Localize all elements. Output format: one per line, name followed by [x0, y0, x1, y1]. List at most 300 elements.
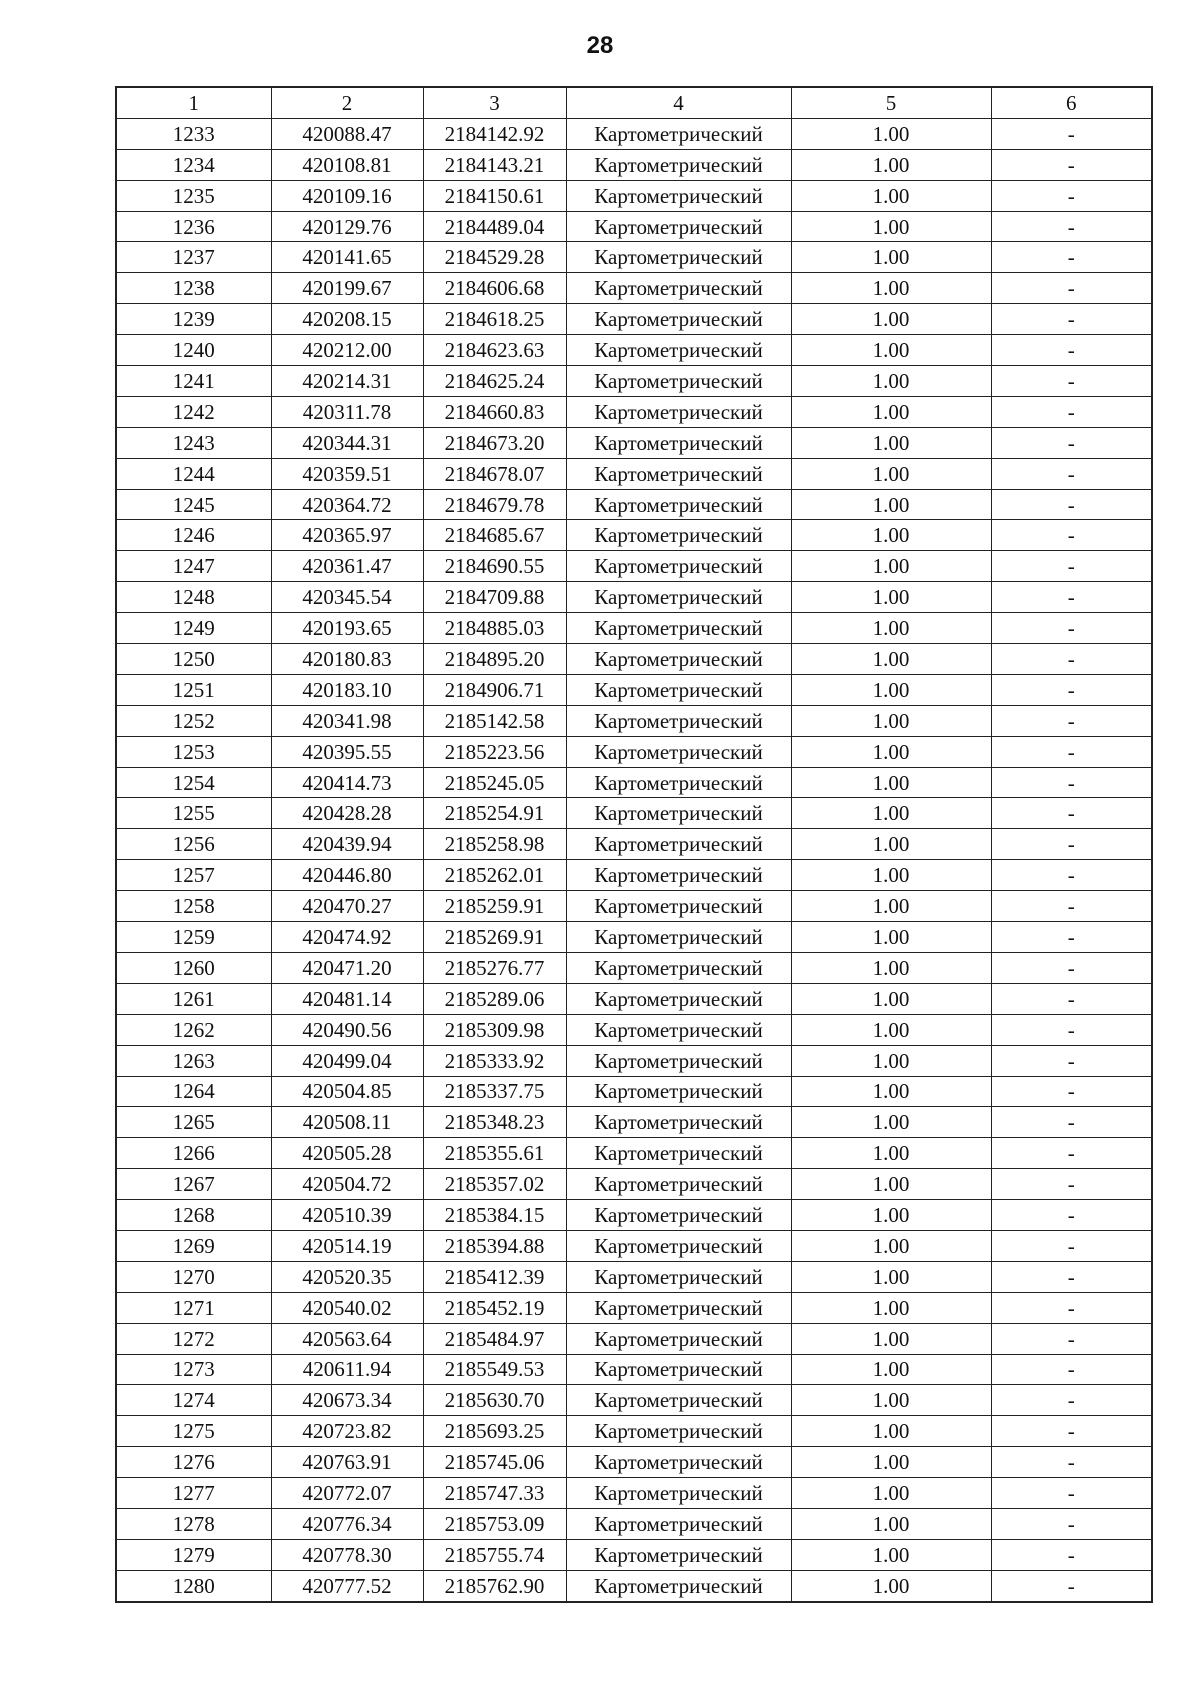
coord-y-cell: 2184673.20: [423, 427, 566, 458]
method-cell: Картометрический: [566, 613, 791, 644]
table-row: [116, 1107, 1152, 1138]
accuracy-cell: 1.00: [791, 458, 991, 489]
coord-x-cell: 420108.81: [271, 149, 423, 180]
method-cell: Картометрический: [566, 829, 791, 860]
table-row: [116, 520, 1152, 551]
method-cell: Картометрический: [566, 922, 791, 953]
note-cell: -: [991, 798, 1152, 829]
page-number: 28: [586, 32, 614, 59]
method-cell: Картометрический: [566, 767, 791, 798]
point-number-cell: 1264: [116, 1076, 271, 1107]
table-row: [116, 736, 1152, 767]
coord-y-cell: 2184625.24: [423, 366, 566, 397]
note-cell: -: [991, 1478, 1152, 1509]
method-cell: Картометрический: [566, 736, 791, 767]
coord-y-cell: 2185452.19: [423, 1292, 566, 1323]
accuracy-cell: 1.00: [791, 1416, 991, 1447]
method-cell: Картометрический: [566, 674, 791, 705]
accuracy-cell: 1.00: [791, 952, 991, 983]
accuracy-cell: 1.00: [791, 1261, 991, 1292]
coord-y-cell: 2184690.55: [423, 551, 566, 582]
note-cell: -: [991, 952, 1152, 983]
accuracy-cell: 1.00: [791, 1230, 991, 1261]
accuracy-cell: 1.00: [791, 1385, 991, 1416]
coord-y-cell: 2184709.88: [423, 582, 566, 613]
table-row: [116, 952, 1152, 983]
note-cell: -: [991, 1014, 1152, 1045]
table-row: [116, 149, 1152, 180]
coord-y-cell: 2185762.90: [423, 1570, 566, 1601]
table-row: [116, 705, 1152, 736]
note-cell: -: [991, 860, 1152, 891]
coord-x-cell: 420365.97: [271, 520, 423, 551]
accuracy-cell: 1.00: [791, 798, 991, 829]
accuracy-cell: 1.00: [791, 1138, 991, 1169]
coord-y-cell: 2185357.02: [423, 1169, 566, 1200]
method-cell: Картометрический: [566, 118, 791, 149]
table-row: [116, 613, 1152, 644]
accuracy-cell: 1.00: [791, 674, 991, 705]
method-cell: Картометрический: [566, 304, 791, 335]
method-cell: Картометрический: [566, 1447, 791, 1478]
method-cell: Картометрический: [566, 1138, 791, 1169]
table-row: [116, 273, 1152, 304]
note-cell: -: [991, 396, 1152, 427]
method-cell: Картометрический: [566, 1169, 791, 1200]
column-header: 5: [791, 87, 991, 118]
table-row: [116, 582, 1152, 613]
point-number-cell: 1263: [116, 1045, 271, 1076]
coord-y-cell: 2184685.67: [423, 520, 566, 551]
method-cell: Картометрический: [566, 952, 791, 983]
method-cell: Картометрический: [566, 1385, 791, 1416]
note-cell: -: [991, 1323, 1152, 1354]
coord-x-cell: 420514.19: [271, 1230, 423, 1261]
coord-x-cell: 420446.80: [271, 860, 423, 891]
coord-x-cell: 420193.65: [271, 613, 423, 644]
method-cell: Картометрический: [566, 891, 791, 922]
point-number-cell: 1278: [116, 1508, 271, 1539]
coordinates-table: [115, 86, 1153, 1603]
table-row: [116, 1261, 1152, 1292]
point-number-cell: 1277: [116, 1478, 271, 1509]
accuracy-cell: 1.00: [791, 1169, 991, 1200]
method-cell: Картометрический: [566, 366, 791, 397]
method-cell: Картометрический: [566, 1261, 791, 1292]
point-number-cell: 1237: [116, 242, 271, 273]
point-number-cell: 1273: [116, 1354, 271, 1385]
coord-x-cell: 420180.83: [271, 644, 423, 675]
coord-x-cell: 420481.14: [271, 983, 423, 1014]
table-body: [116, 118, 1152, 1601]
method-cell: Картометрический: [566, 520, 791, 551]
note-cell: -: [991, 983, 1152, 1014]
coord-y-cell: 2184143.21: [423, 149, 566, 180]
coord-y-cell: 2185262.01: [423, 860, 566, 891]
accuracy-cell: 1.00: [791, 1107, 991, 1138]
point-number-cell: 1260: [116, 952, 271, 983]
note-cell: -: [991, 1107, 1152, 1138]
coord-y-cell: 2185549.53: [423, 1354, 566, 1385]
point-number-cell: 1243: [116, 427, 271, 458]
note-cell: -: [991, 273, 1152, 304]
point-number-cell: 1245: [116, 489, 271, 520]
point-number-cell: 1249: [116, 613, 271, 644]
coord-y-cell: 2185254.91: [423, 798, 566, 829]
coord-x-cell: 420212.00: [271, 335, 423, 366]
coord-y-cell: 2185753.09: [423, 1508, 566, 1539]
table-row: [116, 1014, 1152, 1045]
point-number-cell: 1275: [116, 1416, 271, 1447]
coord-x-cell: 420199.67: [271, 273, 423, 304]
table-row: [116, 489, 1152, 520]
accuracy-cell: 1.00: [791, 1478, 991, 1509]
accuracy-cell: 1.00: [791, 366, 991, 397]
column-header: 1: [116, 87, 271, 118]
coord-x-cell: 420214.31: [271, 366, 423, 397]
accuracy-cell: 1.00: [791, 922, 991, 953]
point-number-cell: 1254: [116, 767, 271, 798]
note-cell: -: [991, 644, 1152, 675]
accuracy-cell: 1.00: [791, 335, 991, 366]
coord-y-cell: 2184489.04: [423, 211, 566, 242]
table-row: [116, 1230, 1152, 1261]
table-row: [116, 891, 1152, 922]
point-number-cell: 1272: [116, 1323, 271, 1354]
point-number-cell: 1279: [116, 1539, 271, 1570]
coord-y-cell: 2185289.06: [423, 983, 566, 1014]
table-row: [116, 551, 1152, 582]
note-cell: -: [991, 1261, 1152, 1292]
method-cell: Картометрический: [566, 149, 791, 180]
coord-y-cell: 2185630.70: [423, 1385, 566, 1416]
point-number-cell: 1238: [116, 273, 271, 304]
table-row: [116, 767, 1152, 798]
method-cell: Картометрический: [566, 396, 791, 427]
coord-x-cell: 420341.98: [271, 705, 423, 736]
method-cell: Картометрический: [566, 335, 791, 366]
coord-x-cell: 420504.85: [271, 1076, 423, 1107]
point-number-cell: 1274: [116, 1385, 271, 1416]
coord-x-cell: 420344.31: [271, 427, 423, 458]
coord-x-cell: 420508.11: [271, 1107, 423, 1138]
coord-y-cell: 2185337.75: [423, 1076, 566, 1107]
note-cell: -: [991, 335, 1152, 366]
note-cell: -: [991, 304, 1152, 335]
note-cell: -: [991, 458, 1152, 489]
note-cell: -: [991, 1447, 1152, 1478]
point-number-cell: 1255: [116, 798, 271, 829]
method-cell: Картометрический: [566, 180, 791, 211]
coord-y-cell: 2184678.07: [423, 458, 566, 489]
method-cell: Картометрический: [566, 860, 791, 891]
coord-y-cell: 2184142.92: [423, 118, 566, 149]
table-row: [116, 1447, 1152, 1478]
accuracy-cell: 1.00: [791, 118, 991, 149]
table-row: [116, 1169, 1152, 1200]
point-number-cell: 1251: [116, 674, 271, 705]
accuracy-cell: 1.00: [791, 520, 991, 551]
note-cell: -: [991, 427, 1152, 458]
coord-x-cell: 420778.30: [271, 1539, 423, 1570]
note-cell: -: [991, 551, 1152, 582]
coord-y-cell: 2185348.23: [423, 1107, 566, 1138]
coord-x-cell: 420395.55: [271, 736, 423, 767]
table-row: [116, 242, 1152, 273]
table-row: [116, 674, 1152, 705]
coord-x-cell: 420673.34: [271, 1385, 423, 1416]
note-cell: -: [991, 520, 1152, 551]
method-cell: Картометрический: [566, 1323, 791, 1354]
note-cell: -: [991, 767, 1152, 798]
coord-y-cell: 2184529.28: [423, 242, 566, 273]
method-cell: Картометрический: [566, 644, 791, 675]
accuracy-cell: 1.00: [791, 1200, 991, 1231]
point-number-cell: 1235: [116, 180, 271, 211]
method-cell: Картометрический: [566, 1292, 791, 1323]
table-row: [116, 1416, 1152, 1447]
table-row: [116, 1200, 1152, 1231]
point-number-cell: 1270: [116, 1261, 271, 1292]
coord-x-cell: 420723.82: [271, 1416, 423, 1447]
coord-x-cell: 420763.91: [271, 1447, 423, 1478]
accuracy-cell: 1.00: [791, 1539, 991, 1570]
note-cell: -: [991, 1045, 1152, 1076]
method-cell: Картометрический: [566, 458, 791, 489]
coord-y-cell: 2184660.83: [423, 396, 566, 427]
note-cell: -: [991, 613, 1152, 644]
accuracy-cell: 1.00: [791, 767, 991, 798]
point-number-cell: 1265: [116, 1107, 271, 1138]
method-cell: Картометрический: [566, 582, 791, 613]
method-cell: Картометрический: [566, 1107, 791, 1138]
point-number-cell: 1257: [116, 860, 271, 891]
coord-x-cell: 420345.54: [271, 582, 423, 613]
accuracy-cell: 1.00: [791, 304, 991, 335]
table-row: [116, 304, 1152, 335]
point-number-cell: 1250: [116, 644, 271, 675]
coord-x-cell: 420311.78: [271, 396, 423, 427]
point-number-cell: 1234: [116, 149, 271, 180]
table-row: [116, 211, 1152, 242]
accuracy-cell: 1.00: [791, 273, 991, 304]
accuracy-cell: 1.00: [791, 613, 991, 644]
point-number-cell: 1241: [116, 366, 271, 397]
point-number-cell: 1248: [116, 582, 271, 613]
coord-x-cell: 420563.64: [271, 1323, 423, 1354]
coord-x-cell: 420505.28: [271, 1138, 423, 1169]
table-header-row: [116, 87, 1152, 118]
accuracy-cell: 1.00: [791, 705, 991, 736]
accuracy-cell: 1.00: [791, 427, 991, 458]
column-header: 2: [271, 87, 423, 118]
point-number-cell: 1267: [116, 1169, 271, 1200]
table-row: [116, 1539, 1152, 1570]
table-row: [116, 1478, 1152, 1509]
table-row: [116, 180, 1152, 211]
point-number-cell: 1233: [116, 118, 271, 149]
coord-y-cell: 2184606.68: [423, 273, 566, 304]
note-cell: -: [991, 149, 1152, 180]
note-cell: -: [991, 736, 1152, 767]
coord-y-cell: 2185269.91: [423, 922, 566, 953]
point-number-cell: 1280: [116, 1570, 271, 1601]
table-row: [116, 1323, 1152, 1354]
point-number-cell: 1271: [116, 1292, 271, 1323]
note-cell: -: [991, 1138, 1152, 1169]
coord-y-cell: 2185355.61: [423, 1138, 566, 1169]
point-number-cell: 1239: [116, 304, 271, 335]
point-number-cell: 1244: [116, 458, 271, 489]
method-cell: Картометрический: [566, 1045, 791, 1076]
method-cell: Картометрический: [566, 1076, 791, 1107]
point-number-cell: 1252: [116, 705, 271, 736]
point-number-cell: 1236: [116, 211, 271, 242]
method-cell: Картометрический: [566, 1478, 791, 1509]
point-number-cell: 1253: [116, 736, 271, 767]
coord-x-cell: 420141.65: [271, 242, 423, 273]
point-number-cell: 1247: [116, 551, 271, 582]
table-row: [116, 396, 1152, 427]
coord-x-cell: 420088.47: [271, 118, 423, 149]
coord-x-cell: 420129.76: [271, 211, 423, 242]
coord-x-cell: 420470.27: [271, 891, 423, 922]
point-number-cell: 1259: [116, 922, 271, 953]
point-number-cell: 1276: [116, 1447, 271, 1478]
coord-x-cell: 420364.72: [271, 489, 423, 520]
table-row: [116, 366, 1152, 397]
coord-x-cell: 420474.92: [271, 922, 423, 953]
method-cell: Картометрический: [566, 705, 791, 736]
note-cell: -: [991, 366, 1152, 397]
coord-y-cell: 2185394.88: [423, 1230, 566, 1261]
method-cell: Картометрический: [566, 1508, 791, 1539]
coord-x-cell: 420504.72: [271, 1169, 423, 1200]
coord-x-cell: 420776.34: [271, 1508, 423, 1539]
table-row: [116, 1045, 1152, 1076]
accuracy-cell: 1.00: [791, 1570, 991, 1601]
accuracy-cell: 1.00: [791, 489, 991, 520]
method-cell: Картометрический: [566, 427, 791, 458]
column-header: 4: [566, 87, 791, 118]
table-row: [116, 860, 1152, 891]
coord-y-cell: 2185384.15: [423, 1200, 566, 1231]
coord-y-cell: 2185276.77: [423, 952, 566, 983]
coord-y-cell: 2185258.98: [423, 829, 566, 860]
coord-x-cell: 420772.07: [271, 1478, 423, 1509]
coord-x-cell: 420183.10: [271, 674, 423, 705]
accuracy-cell: 1.00: [791, 1076, 991, 1107]
coord-x-cell: 420540.02: [271, 1292, 423, 1323]
coord-y-cell: 2185755.74: [423, 1539, 566, 1570]
accuracy-cell: 1.00: [791, 396, 991, 427]
column-header: 6: [991, 87, 1152, 118]
accuracy-cell: 1.00: [791, 829, 991, 860]
accuracy-cell: 1.00: [791, 242, 991, 273]
coord-x-cell: 420428.28: [271, 798, 423, 829]
table-row: [116, 1354, 1152, 1385]
note-cell: -: [991, 922, 1152, 953]
table-row: [116, 1076, 1152, 1107]
coord-x-cell: 420361.47: [271, 551, 423, 582]
coord-y-cell: 2185412.39: [423, 1261, 566, 1292]
note-cell: -: [991, 1539, 1152, 1570]
accuracy-cell: 1.00: [791, 1292, 991, 1323]
note-cell: -: [991, 1508, 1152, 1539]
note-cell: -: [991, 1230, 1152, 1261]
coord-x-cell: 420499.04: [271, 1045, 423, 1076]
accuracy-cell: 1.00: [791, 860, 991, 891]
table-row: [116, 829, 1152, 860]
coord-y-cell: 2184885.03: [423, 613, 566, 644]
table-row: [116, 335, 1152, 366]
coord-x-cell: 420490.56: [271, 1014, 423, 1045]
note-cell: -: [991, 891, 1152, 922]
point-number-cell: 1269: [116, 1230, 271, 1261]
accuracy-cell: 1.00: [791, 1508, 991, 1539]
accuracy-cell: 1.00: [791, 180, 991, 211]
note-cell: -: [991, 1385, 1152, 1416]
note-cell: -: [991, 1076, 1152, 1107]
method-cell: Картометрический: [566, 211, 791, 242]
coord-y-cell: 2185142.58: [423, 705, 566, 736]
accuracy-cell: 1.00: [791, 644, 991, 675]
coord-y-cell: 2184150.61: [423, 180, 566, 211]
note-cell: -: [991, 242, 1152, 273]
column-header: 3: [423, 87, 566, 118]
coord-y-cell: 2184623.63: [423, 335, 566, 366]
point-number-cell: 1256: [116, 829, 271, 860]
table-row: [116, 922, 1152, 953]
table-row: [116, 1570, 1152, 1601]
coord-y-cell: 2185745.06: [423, 1447, 566, 1478]
point-number-cell: 1246: [116, 520, 271, 551]
accuracy-cell: 1.00: [791, 1447, 991, 1478]
coord-x-cell: 420439.94: [271, 829, 423, 860]
table-row: [116, 644, 1152, 675]
table-row: [116, 427, 1152, 458]
accuracy-cell: 1.00: [791, 211, 991, 242]
note-cell: -: [991, 180, 1152, 211]
note-cell: -: [991, 1200, 1152, 1231]
method-cell: Картометрический: [566, 1539, 791, 1570]
method-cell: Картометрический: [566, 1416, 791, 1447]
method-cell: Картометрический: [566, 1200, 791, 1231]
coord-y-cell: 2185259.91: [423, 891, 566, 922]
table-row: [116, 1508, 1152, 1539]
method-cell: Картометрический: [566, 242, 791, 273]
method-cell: Картометрический: [566, 798, 791, 829]
method-cell: Картометрический: [566, 273, 791, 304]
accuracy-cell: 1.00: [791, 1045, 991, 1076]
method-cell: Картометрический: [566, 551, 791, 582]
point-number-cell: 1261: [116, 983, 271, 1014]
coord-y-cell: 2185223.56: [423, 736, 566, 767]
coord-y-cell: 2184679.78: [423, 489, 566, 520]
point-number-cell: 1268: [116, 1200, 271, 1231]
table-row: [116, 798, 1152, 829]
coord-x-cell: 420611.94: [271, 1354, 423, 1385]
method-cell: Картометрический: [566, 1354, 791, 1385]
note-cell: -: [991, 1292, 1152, 1323]
coord-x-cell: 420414.73: [271, 767, 423, 798]
point-number-cell: 1266: [116, 1138, 271, 1169]
method-cell: Картометрический: [566, 983, 791, 1014]
coord-x-cell: 420520.35: [271, 1261, 423, 1292]
accuracy-cell: 1.00: [791, 891, 991, 922]
point-number-cell: 1262: [116, 1014, 271, 1045]
note-cell: -: [991, 705, 1152, 736]
